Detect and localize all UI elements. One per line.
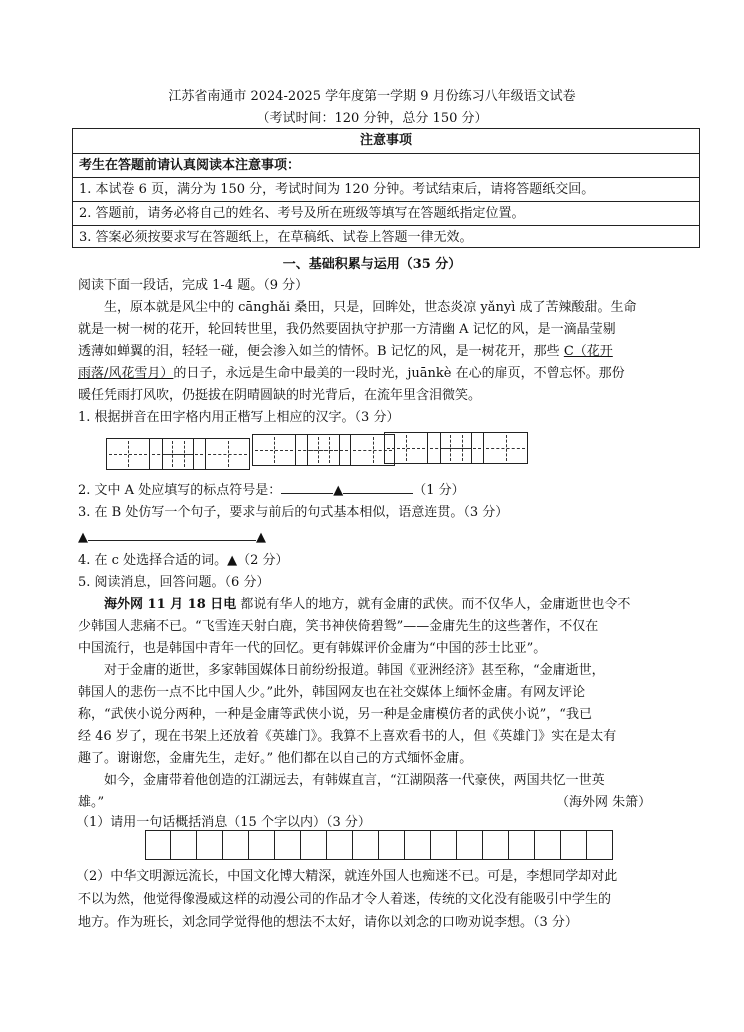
- char-cell[interactable]: [484, 432, 528, 464]
- notice-box: [72, 128, 700, 248]
- passage-text: 的日子，永远是生命中最美的一段时光，juānkè 在心的扉页，不曾忘怀。那份: [173, 366, 625, 381]
- char-cell[interactable]: [307, 434, 351, 466]
- passage-c-options: 雨落/风花雪月）: [78, 366, 174, 381]
- question-5-2-line: 地方。作为班长，刘念同学觉得他的想法不太好，请你以刘念的口吻劝说李想。（3 分）: [78, 915, 578, 930]
- char-grid[interactable]: [162, 438, 250, 470]
- news-line: 雄。”: [78, 795, 105, 810]
- answer-box[interactable]: [171, 830, 197, 860]
- passage-line: [78, 341, 613, 362]
- answer-box[interactable]: [509, 830, 535, 860]
- answer-box[interactable]: [431, 830, 457, 860]
- answer-mark: ▲: [256, 530, 266, 545]
- question-2: [78, 479, 465, 501]
- char-cell[interactable]: [252, 434, 296, 466]
- news-source: （海外网 朱箫）: [556, 795, 652, 810]
- answer-box[interactable]: [379, 830, 405, 860]
- char-grid[interactable]: [307, 434, 395, 466]
- news-line: 如今，金庸带着他创造的江湖远去，有韩媒直言，“江湖陨落一代豪侠，两国共忆一世英: [104, 773, 605, 788]
- notice-item: 2. 答题前，请务必将自己的姓名、考号及所在班级等填写在答题纸指定位置。: [73, 202, 699, 226]
- answer-box[interactable]: [275, 830, 301, 860]
- answer-box[interactable]: [405, 830, 431, 860]
- passage-line: 就是一树一树的花开，轮回转世里，我仍然要固执守护那一方清幽 A 记忆的风，是一滴晶莹剔: [78, 322, 616, 337]
- passage-line: [78, 363, 625, 384]
- news-line: 少韩国人悲痛不已。“飞雪连天射白鹿，笑书神侠倚碧鸳”——金庸先生的这些著作，不仅在: [78, 619, 599, 634]
- answer-blank[interactable]: [281, 479, 333, 494]
- news-line: 韩国人的悲伤一点不比中国人少。”此外，韩国网友也在社交媒体上缅怀金庸。有网友评论: [78, 685, 586, 700]
- notice-item: 3. 答案必须按要求写在答题纸上，在草稿纸、试卷上答题一律无效。: [79, 230, 473, 245]
- question-3-answer: [78, 526, 266, 548]
- news-line: 称，“武侠小说分两种，一种是金庸等武侠小说，另一种是金庸模仿者的武侠小说”，“我已: [78, 707, 592, 722]
- question-5: 5. 阅读消息，回答问题。（6 分）: [78, 575, 270, 590]
- answer-box[interactable]: [327, 830, 353, 860]
- question-5-2-line: 不以为然，他觉得像漫威这样的动漫公司的作品才令人着迷，传统的文化没有能吸引中学生的: [78, 892, 612, 907]
- question-5-1: （1）请用一句话概括消息（15 个字以内）（3 分）: [76, 815, 371, 830]
- passage-c-marker: C（花开: [563, 344, 613, 359]
- answer-box[interactable]: [457, 830, 483, 860]
- notice-intro: 考生在答题前请认真阅读本注意事项：: [73, 154, 699, 178]
- question-5-2-line: （2）中华文明源远流长，中国文化博大精深，就连外国人也痴迷不已。可是，李想同学却对此: [76, 869, 618, 884]
- exam-title: 江苏省南通市 2024-2025 学年度第一学期 9 月份练习八年级语文试卷: [168, 89, 576, 104]
- news-line: 中国流行，也是韩国中青年一代的回忆。更有韩媒评价金庸为“中国的莎士比亚”。: [78, 641, 547, 656]
- answer-box[interactable]: [353, 830, 379, 860]
- answer-blank[interactable]: [88, 526, 256, 541]
- question-4: 4. 在 c 处选择合适的词。▲（2 分）: [78, 553, 289, 568]
- question-3: 3. 在 B 处仿写一个句子，要求与前后的句式基本相似，语意连贯。（3 分）: [78, 505, 509, 520]
- answer-box[interactable]: [197, 830, 223, 860]
- answer-box[interactable]: [587, 830, 613, 860]
- answer-box[interactable]: [561, 830, 587, 860]
- question-2-text: 2. 文中 A 处应填写的标点符号是：: [78, 483, 282, 498]
- char-grid[interactable]: [440, 432, 528, 464]
- question-2-score: （1 分）: [413, 483, 465, 498]
- answer-mark: ▲: [333, 483, 344, 498]
- section-heading: 一、基础积累与运用（35 分）: [282, 257, 462, 272]
- summary-answer-boxes[interactable]: [145, 830, 613, 860]
- news-line: 趣了。谢谢您，金庸先生，走好。” 他们都在以自己的方式缅怀金庸。: [78, 751, 473, 766]
- passage-line: 暖任凭雨打风吹，仍挺拔在阴晴圆缺的时光背后，在流年里含泪微笑。: [78, 388, 482, 403]
- notice-heading: 注意事项: [73, 129, 699, 154]
- news-line: 对于金庸的逝世，多家韩国媒体日前纷纷报道。韩国《亚洲经济》甚至称，“金庸逝世，: [104, 663, 605, 678]
- char-cell[interactable]: [206, 438, 250, 470]
- news-line: 经 46 岁了，现在书架上还放着《英雄门》。我算不上喜欢看书的人，但《英雄门》实在是太有: [78, 729, 617, 744]
- notice-item: 1. 本试卷 6 页，满分为 150 分，考试时间为 120 分钟。考试结束后，请将答题纸交回。: [73, 178, 699, 202]
- question-1: 1. 根据拼音在田字格内用正楷写上相应的汉字。（3 分）: [78, 410, 400, 425]
- reading-intro: 阅读下面一段话，完成 1-4 题。（9 分）: [78, 278, 309, 293]
- answer-blank[interactable]: [343, 479, 413, 494]
- exam-subtitle: （考试时间：120 分钟，总分 150 分）: [256, 111, 488, 126]
- answer-mark: ▲: [78, 530, 88, 545]
- answer-box[interactable]: [249, 830, 275, 860]
- char-cell[interactable]: [384, 432, 428, 464]
- answer-box[interactable]: [301, 830, 327, 860]
- passage-text: 透薄如蝉翼的泪，轻轻一碰，便会渗入如兰的情怀。B 记忆的风，是一树花开，那些: [78, 344, 564, 359]
- news-dateline: 海外网 11 月 18 日电: [104, 597, 237, 612]
- answer-box[interactable]: [223, 830, 249, 860]
- answer-box[interactable]: [145, 830, 171, 860]
- news-text: 都说有华人的地方，就有金庸的武侠。而不仅华人，金庸逝世也令不: [236, 597, 631, 612]
- passage-line: 生，原本就是风尘中的 cānghǎi 桑田，只是，回眸处，世态炎凉 yǎnyì 成了苦辣酸甜。生命: [104, 300, 637, 315]
- news-line: [104, 594, 630, 615]
- char-cell[interactable]: [106, 438, 150, 470]
- char-cell[interactable]: [162, 438, 206, 470]
- answer-box[interactable]: [535, 830, 561, 860]
- char-cell[interactable]: [440, 432, 484, 464]
- answer-box[interactable]: [483, 830, 509, 860]
